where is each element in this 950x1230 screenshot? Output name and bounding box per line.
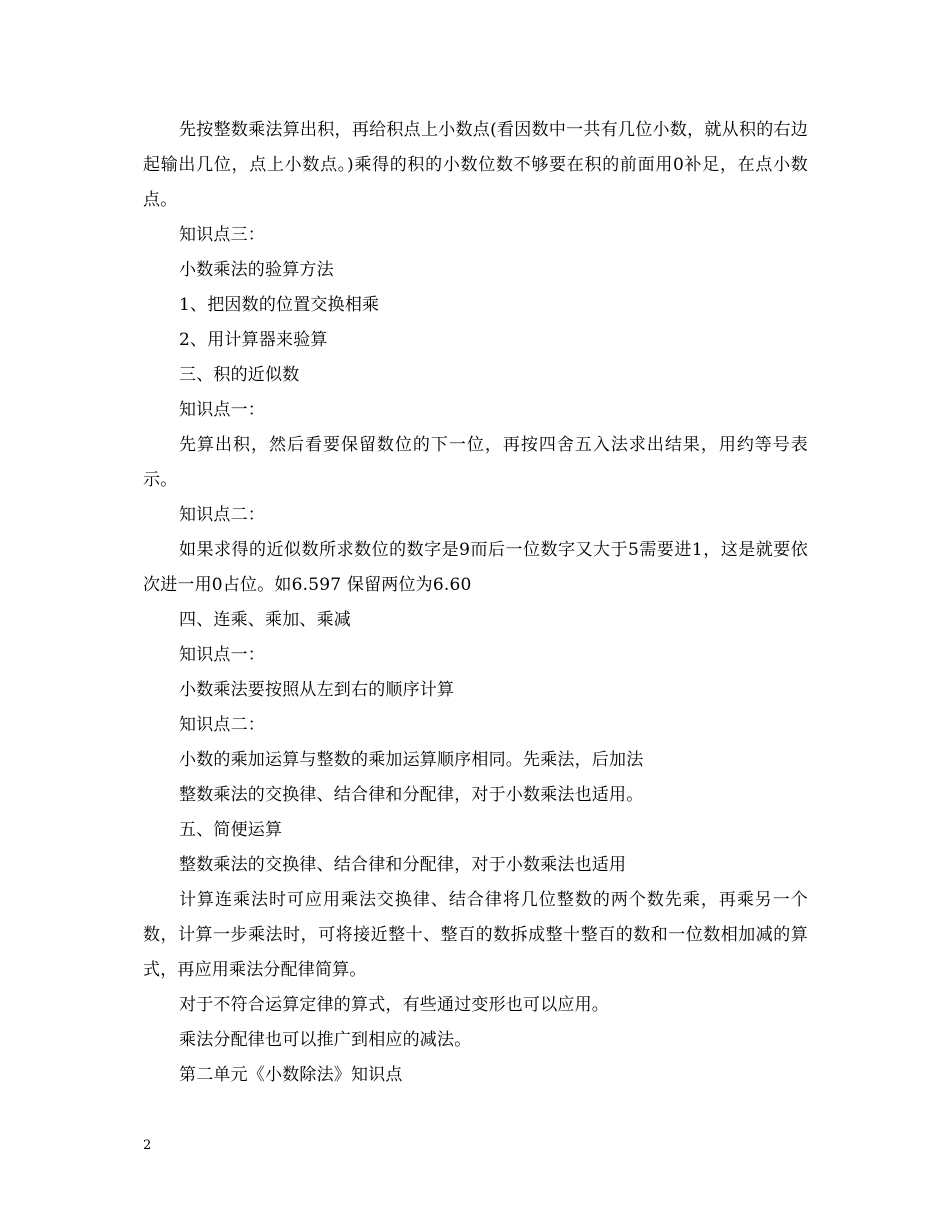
document-body xyxy=(143,113,808,1093)
paragraph: 乘法分配律也可以推广到相应的减法。 xyxy=(179,1030,472,1050)
paragraph: 先算出积，然后看要保留数位的下一位，再按四舍五入法求出结果，用约等号表示。 xyxy=(143,435,808,490)
paragraph: 小数乘法的验算方法 xyxy=(179,260,334,280)
paragraph: 计算连乘法时可应用乘法交换律、结合律将几位整数的两个数先乘，再乘另一个数，计算一步乘法时，可将接近整十、整百的数拆成整十整百的数和一位数相加减的算式，再应用乘法分配律简算。 xyxy=(143,890,808,980)
paragraph: 小数乘法要按照从左到右的顺序计算 xyxy=(179,680,455,700)
paragraph: 如果求得的近似数所求数位的数字是9而后一位数字又大于5需要进1，这是就要依次进一用0占位。如6.597 保留两位为6.60 xyxy=(143,540,808,595)
paragraph: 知识点二： xyxy=(179,505,265,525)
paragraph: 知识点一： xyxy=(179,645,265,665)
section-heading: 三、积的近似数 xyxy=(179,365,300,385)
paragraph: 2、用计算器来验算 xyxy=(179,330,328,350)
paragraph: 知识点一： xyxy=(179,400,265,420)
paragraph: 整数乘法的交换律、结合律和分配律，对于小数乘法也适用。 xyxy=(179,785,644,805)
section-heading: 第二单元《小数除法》知识点 xyxy=(179,1065,403,1085)
paragraph: 小数的乘加运算与整数的乘加运算顺序相同。先乘法，后加法 xyxy=(179,750,644,770)
paragraph: 对于不符合运算定律的算式，有些通过变形也可以应用。 xyxy=(179,995,609,1015)
page-number: 2 xyxy=(143,1138,152,1153)
section-heading: 四、连乘、乘加、乘减 xyxy=(179,610,351,630)
paragraph: 整数乘法的交换律、结合律和分配律，对于小数乘法也适用 xyxy=(179,855,627,875)
paragraph: 1、把因数的位置交换相乘 xyxy=(179,295,380,315)
paragraph: 知识点三： xyxy=(179,225,265,245)
section-heading: 五、简便运算 xyxy=(179,820,283,840)
paragraph: 知识点二： xyxy=(179,715,265,735)
paragraph: 先按整数乘法算出积，再给积点上小数点(看因数中一共有几位小数，就从积的右边起输出几位，点上小数点。)乘得的积的小数位数不够要在积的前面用0补足，在点小数点。 xyxy=(143,120,808,210)
